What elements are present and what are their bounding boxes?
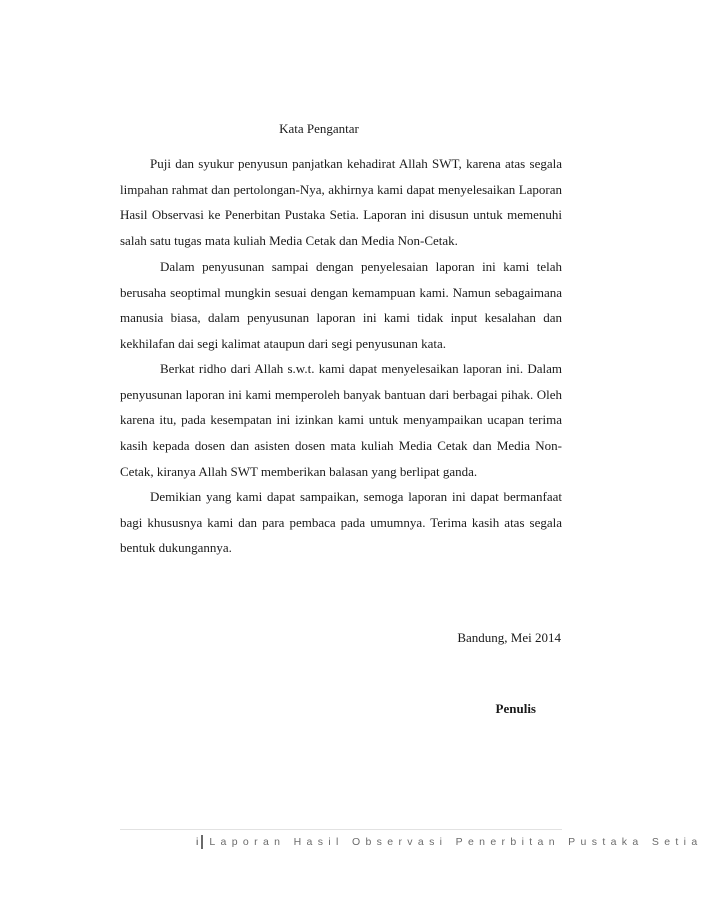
paragraph-2: Dalam penyusunan sampai dengan penyelesaian laporan ini kami telah berusaha seoptimal mungkin sesuai dengan kemampuan kami. Namun sebagaimana manusia biasa, dalam penyusunan laporan ini kami tidak input kesalahan dan kekhilafan dai segi kalimat ataupun dari segi penyusunan kata.	[120, 259, 562, 352]
footer-text: Laporan Hasil Observasi Penerbitan Pustaka Setia	[209, 836, 703, 848]
footer-separator	[201, 835, 203, 849]
paragraph-1: Puji dan syukur penyusun panjatkan kehadirat Allah SWT, karena atas segala limpahan rahmat dan pertolongan-Nya, akhirnya kami dapat menyelesaikan Laporan Hasil Observasi ke Penerbitan Pustaka Setia. Laporan ini disusun untuk memenuhi salah satu tugas mata kuliah Media Cetak dan Media Non-Cetak.	[120, 156, 562, 249]
page-title: Kata Pengantar	[279, 121, 359, 136]
footer-divider	[120, 829, 562, 830]
paragraph-3: Berkat ridho dari Allah s.w.t. kami dapat menyelesaikan laporan ini. Dalam penyusunan laporan ini kami memperoleh banyak bantuan dari berbagai pihak. Oleh karena itu, pada kesempatan ini izinkan kami untuk menyampaikan ucapan terima kasih kepada dosen dan asisten dosen mata kuliah Media Cetak dan Media Non-Cetak, kiranya Allah SWT memberikan balasan yang berlipat ganda.	[120, 361, 562, 479]
signature-name: Penulis	[495, 701, 536, 716]
place-date: Bandung, Mei 2014	[457, 630, 561, 645]
paragraph-4: Demikian yang kami dapat sampaikan, semoga laporan ini dapat bermanfaat bagi khususnya kami dan para pembaca pada umumnya. Terima kasih atas segala bentuk dukungannya.	[120, 489, 562, 556]
page-number: i	[196, 836, 199, 848]
page-footer	[196, 833, 703, 851]
